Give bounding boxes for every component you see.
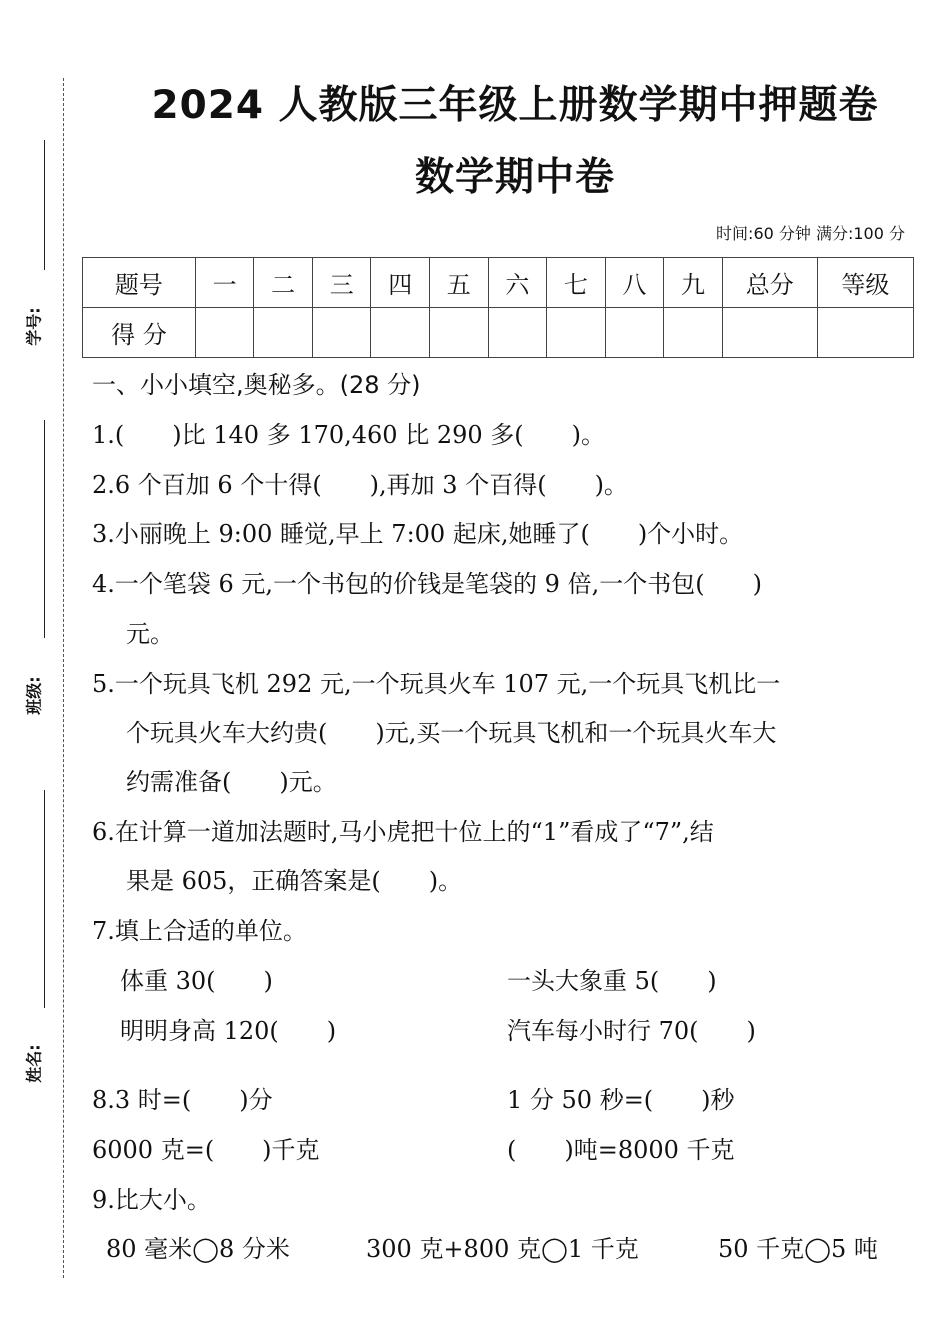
score-header-cell: 八 [605, 258, 664, 308]
grade-cell[interactable] [817, 308, 913, 358]
class-line [44, 420, 45, 638]
score-table [82, 257, 914, 358]
q9-item: 80 毫米◯8 分米 [106, 1235, 290, 1263]
q9-item: 50 千克◯5 吨 [718, 1235, 878, 1263]
score-cell[interactable] [664, 308, 723, 358]
question-5-cont2: 约需准备( )元。 [126, 768, 337, 796]
score-header-cell: 二 [254, 258, 313, 308]
score-table-header-row [83, 258, 914, 308]
score-cell[interactable] [371, 308, 430, 358]
score-header-cell: 四 [371, 258, 430, 308]
q7-item: 明明身高 120( ) [120, 1017, 337, 1045]
name-line [44, 790, 45, 1008]
section-heading: 一、小小填空,奥秘多。(28 分) [92, 371, 421, 399]
q8-item: 8.3 时=( )分 [92, 1086, 273, 1114]
question-3: 3.小丽晚上 9:00 睡觉,早上 7:00 起床,她睡了( )个小时。 [92, 520, 744, 548]
score-header-cell: 总分 [722, 258, 817, 308]
q7-item: 一头大象重 5( ) [507, 967, 717, 995]
total-score-cell[interactable] [722, 308, 817, 358]
cut-line [63, 78, 64, 1278]
score-cell[interactable] [547, 308, 606, 358]
q7-item: 体重 30( ) [120, 967, 273, 995]
question-6-cont: 果是 605，正确答案是( )。 [126, 867, 463, 895]
page-subtitle: 数学期中卷 [414, 155, 615, 200]
score-header-cell: 七 [547, 258, 606, 308]
class-label: 班级: [24, 676, 44, 715]
score-header-cell: 六 [488, 258, 547, 308]
student-id-line [44, 140, 45, 270]
q8-item: 6000 克=( )千克 [92, 1136, 320, 1164]
score-cell[interactable] [488, 308, 547, 358]
score-header-cell: 等级 [817, 258, 913, 308]
question-9: 9.比大小。 [92, 1186, 211, 1214]
question-7: 7.填上合适的单位。 [92, 917, 307, 945]
q8-item: 1 分 50 秒=( )秒 [507, 1086, 735, 1114]
score-cell[interactable] [312, 308, 371, 358]
score-header-cell: 五 [430, 258, 489, 308]
question-4-cont: 元。 [126, 620, 174, 648]
score-header-cell: 九 [664, 258, 723, 308]
question-1: 1.( )比 140 多 170,460 比 290 多( )。 [92, 421, 605, 449]
score-cell[interactable] [605, 308, 664, 358]
name-label: 姓名: [24, 1044, 44, 1083]
binding-margin [0, 0, 80, 1344]
score-table-score-row [83, 308, 914, 358]
score-header-cell: 题号 [83, 258, 196, 308]
q7-item: 汽车每小时行 70( ) [507, 1017, 756, 1045]
score-header-cell: 一 [195, 258, 254, 308]
question-4: 4.一个笔袋 6 元,一个书包的价钱是笔袋的 9 倍,一个书包( ) [92, 570, 762, 598]
q9-item: 300 克+800 克◯1 千克 [366, 1235, 639, 1263]
q8-item: ( )吨=8000 千克 [507, 1136, 735, 1164]
score-cell[interactable] [254, 308, 313, 358]
score-cell[interactable] [195, 308, 254, 358]
question-6: 6.在计算一道加法题时,马小虎把十位上的“1”看成了“7”,结 [92, 818, 714, 846]
student-id-label: 学号: [24, 307, 44, 346]
score-cell[interactable] [430, 308, 489, 358]
question-5: 5.一个玩具飞机 292 元,一个玩具火车 107 元,一个玩具飞机比一 [92, 670, 781, 698]
question-5-cont: 个玩具火车大约贵( )元,买一个玩具飞机和一个玩具火车大 [126, 719, 777, 747]
score-row-label: 得 分 [83, 308, 196, 358]
question-2: 2.6 个百加 6 个十得( ),再加 3 个百得( )。 [92, 471, 628, 499]
page-title: 2024 人教版三年级上册数学期中押题卷 [151, 83, 879, 128]
time-info: 时间:60 分钟 满分:100 分 [716, 224, 905, 243]
score-header-cell: 三 [312, 258, 371, 308]
